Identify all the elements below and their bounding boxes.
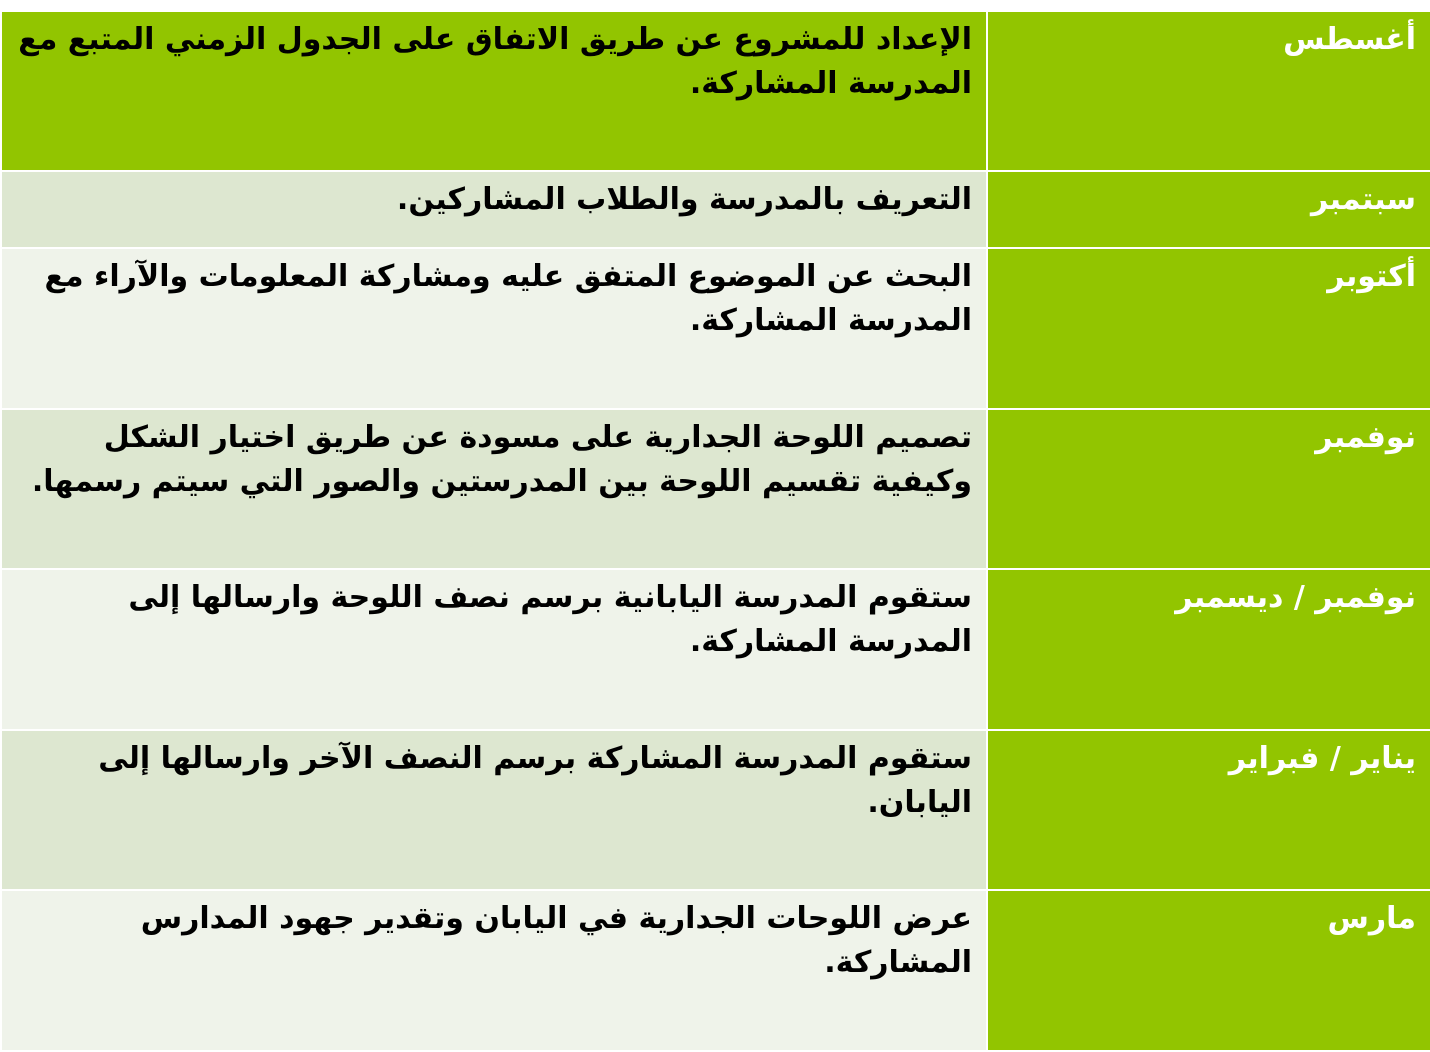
month-cell: نوفمبر bbox=[987, 409, 1430, 569]
table-row bbox=[1, 11, 1430, 171]
table-row bbox=[1, 890, 1430, 1051]
month-cell: يناير / فبراير bbox=[987, 730, 1430, 890]
project-schedule-table bbox=[0, 10, 1430, 1052]
task-cell: عرض اللوحات الجدارية في اليابان وتقدير جهود المدارس المشاركة. bbox=[1, 890, 987, 1051]
month-cell: سبتمبر bbox=[987, 171, 1430, 248]
task-cell: ستقوم المدرسة المشاركة برسم النصف الآخر وارسالها إلى اليابان. bbox=[1, 730, 987, 890]
table-row bbox=[1, 569, 1430, 730]
table-row bbox=[1, 248, 1430, 409]
table-row bbox=[1, 730, 1430, 890]
task-cell: تصميم اللوحة الجدارية على مسودة عن طريق اختيار الشكل وكيفية تقسيم اللوحة بين المدرستين والصور التي سيتم رسمها. bbox=[1, 409, 987, 569]
task-cell: الإعداد للمشروع عن طريق الاتفاق على الجدول الزمني المتبع مع المدرسة المشاركة. bbox=[1, 11, 987, 171]
table-row bbox=[1, 171, 1430, 248]
table-row bbox=[1, 409, 1430, 569]
task-cell: ستقوم المدرسة اليابانية برسم نصف اللوحة وارسالها إلى المدرسة المشاركة. bbox=[1, 569, 987, 730]
month-cell: نوفمبر / ديسمبر bbox=[987, 569, 1430, 730]
month-cell: مارس bbox=[987, 890, 1430, 1051]
task-cell: البحث عن الموضوع المتفق عليه ومشاركة المعلومات والآراء مع المدرسة المشاركة. bbox=[1, 248, 987, 409]
month-cell: أغسطس bbox=[987, 11, 1430, 171]
task-cell: التعريف بالمدرسة والطلاب المشاركين. bbox=[1, 171, 987, 248]
month-cell: أكتوبر bbox=[987, 248, 1430, 409]
